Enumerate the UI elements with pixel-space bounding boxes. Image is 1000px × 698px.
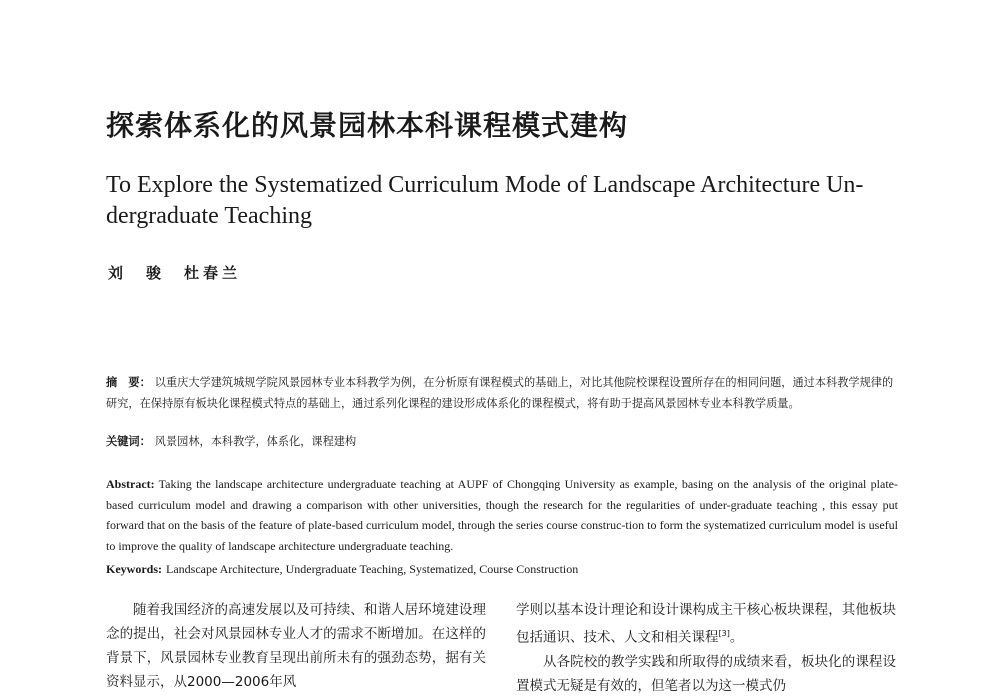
keywords-english [106,559,898,579]
abstract-chinese-label: 摘 要： [106,376,151,389]
abstract-chinese-text: 以重庆大学建筑城规学院风景园林专业本科教学为例，在分析原有课程模式的基础上，对比其他院校课程设置所存在的相同问题，通过本科教学规律的研究，在保持原有板块化课程模式特点的基础上，通过系列化课程的建设形成体系化的课程模式，将有助于提高风景园林专业本科教学质量。 [106,376,894,410]
body-column-right [516,598,896,698]
citation-reference[interactable]: [3] [718,629,730,638]
abstract-english [106,474,898,556]
body-paragraph [516,598,896,650]
paper-title-chinese: 探索体系化的风景园林本科课程模式建构 [106,109,629,142]
keywords-chinese-text: 风景园林，本科教学，体系化，课程建构 [154,435,357,448]
keywords-english-label: Keywords: [106,562,162,576]
body-column-left [106,598,486,694]
body-paragraph-text: 学则以基本设计理论和设计课构成主干核心板块课程，其他板块包括通识、技术、人文和相关课程 [516,602,896,646]
author-names: 刘 骏 杜春兰 [108,264,242,282]
keywords-english-text: Landscape Architecture, Undergraduate Teaching, Systematized, Course Construction [166,562,579,576]
body-paragraph: 从各院校的教学实践和所取得的成绩来看，板块化的课程设置模式无疑是有效的，但笔者以为这一模式仍 [516,653,896,694]
paper-title-english: To Explore the Systematized Curriculum Mode of Landscape Architecture Un-dergraduate Teaching [106,172,864,229]
abstract-english-text: Taking the landscape architecture undergraduate teaching at AUPF of Chongqing University as example, basing on the analysis of the original plate-based curriculum model and drawing a comparison with other universities, though the research for the regularities of under-graduate teaching , this essay put forward that on the basis of the feature of plate-based curriculum model, through the series course construc-tion to form the systematized curriculum model is useful to improve the quality of landscape architecture undergraduate teaching. [106,477,898,553]
body-paragraph-end: 。 [729,629,744,646]
abstract-english-label: Abstract: [106,477,155,491]
keywords-chinese-label: 关键词： [106,435,151,448]
abstract-chinese [106,372,896,414]
keywords-chinese [106,434,896,450]
body-paragraph: 随着我国经济的高速发展以及可持续、和谐人居环境建设理念的提出，社会对风景园林专业人才的需求不断增加。在这样的背景下，风景园林专业教育呈现出前所未有的强劲态势，据有关资料显示，从2000—2006年风 [106,602,486,690]
